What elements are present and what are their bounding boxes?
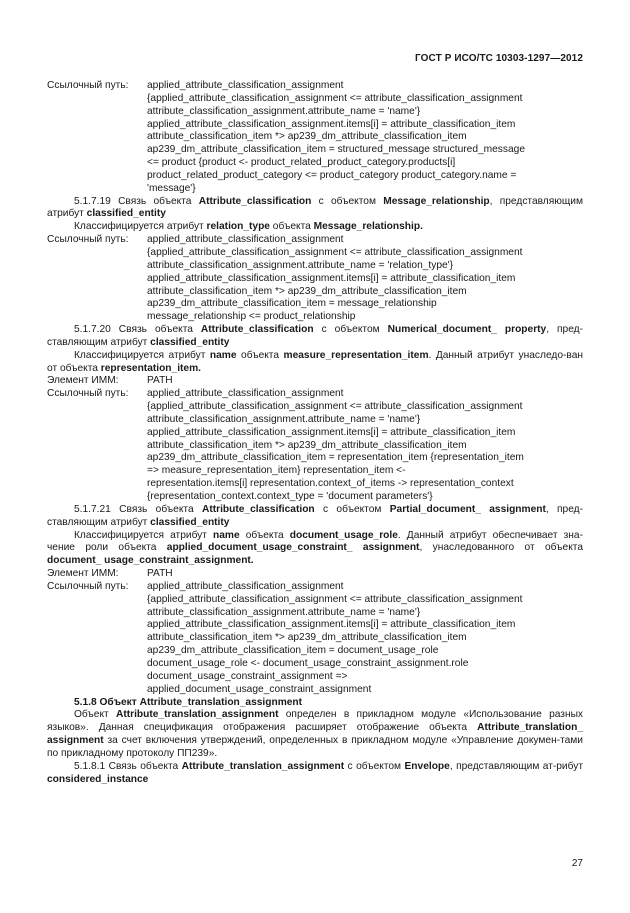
ref-line: document_usage_constraint_assignment =>	[147, 670, 348, 682]
section-5-1-7-19-title: 5.1.7.19 Связь объекта Attribute_classification с объектом Message_relationship, представляющим атрибут classified_entity	[47, 195, 583, 220]
ref-path-lines	[147, 388, 583, 504]
aim-element-label: Элемент ИММ:	[47, 568, 119, 580]
ref-line: => measure_representation_item} representation_item <-	[147, 465, 406, 477]
ref-path-block	[47, 234, 583, 324]
ref-line: attribute_classification_assignment.attribute_name = 'relation_type'}	[147, 259, 454, 271]
ref-line: {applied_attribute_classification_assignment <= attribute_classification_assignment	[147, 92, 523, 104]
ref-line: attribute_classification_assignment.attribute_name = 'name'}	[147, 105, 421, 117]
ref-path-block	[47, 581, 583, 697]
ref-line: representation.items[i] representation.context_of_items -> representation_context	[147, 478, 514, 490]
ref-line: applied_attribute_classification_assignment	[147, 580, 344, 592]
aim-element-row	[47, 568, 583, 581]
ref-line: applied_attribute_classification_assignment.items[i] = attribute_classification_item	[147, 118, 516, 130]
section-5-1-8-heading: 5.1.8 Объект Attribute_translation_assignment	[74, 696, 303, 708]
section-5-1-8-text: Объект Attribute_translation_assignment определен в прикладном модуле «Использование разных языков». Данная спецификация отображения расширяет отображение объекта Attribute_translation_ assignment за счет включения утверждений, определенных в прикладном модуле «Управление докумен-тами по прикладному протоколу ПП239».	[47, 709, 584, 759]
ref-path-lines	[147, 80, 583, 196]
ref-line: applied_document_usage_constraint_assignment	[147, 683, 372, 695]
section-5-1-7-21-title: 5.1.7.21 Связь объекта Attribute_classification с объектом Partial_document_ assignment, пред-ставляющим атрибут classified_entity	[47, 503, 583, 528]
ref-line: <= product {product <- product_related_product_category.products[i]	[147, 157, 456, 169]
ref-path-label: Ссылочный путь:	[47, 80, 129, 91]
ref-line: product_related_product_category <= product_category product_category.name =	[147, 169, 517, 181]
ref-line: applied_attribute_classification_assignment	[147, 388, 344, 400]
ref-line: {applied_attribute_classification_assignment <= attribute_classification_assignment	[147, 593, 523, 605]
ref-line: ap239_dm_attribute_classification_item = representation_item {representation_item	[147, 452, 524, 464]
ref-line: document_usage_role <- document_usage_constraint_assignment.role	[147, 657, 469, 669]
page-number: 27	[571, 858, 583, 869]
aim-element-label: Элемент ИММ:	[47, 375, 119, 387]
ref-line: applied_attribute_classification_assignment	[147, 80, 344, 91]
ref-line: {applied_attribute_classification_assignment <= attribute_classification_assignment	[147, 401, 523, 413]
ref-line: ap239_dm_attribute_classification_item = document_usage_role	[147, 645, 439, 657]
ref-line: {representation_context.context_type = 'document parameters'}	[147, 491, 433, 502]
ref-line: attribute_classification_item *> ap239_dm_attribute_classification_item	[147, 285, 467, 297]
aim-element-row	[47, 375, 583, 388]
section-5-1-7-19-classification: Классифицируется атрибут relation_type объекта Message_relationship.	[74, 221, 423, 233]
ref-line: applied_attribute_classification_assignment.items[i] = attribute_classification_item	[147, 272, 516, 284]
ref-line: attribute_classification_assignment.attribute_name = 'name'}	[147, 413, 421, 425]
ref-line: attribute_classification_item *> ap239_dm_attribute_classification_item	[147, 131, 467, 143]
ref-line: attribute_classification_assignment.attribute_name = 'name'}	[147, 606, 421, 618]
ref-line: attribute_classification_item *> ap239_dm_attribute_classification_item	[147, 439, 467, 451]
section-5-1-7-21-classification: Классифицируется атрибут name объекта document_usage_role. Данный атрибут обеспечивает зна-чение роли объекта applied_document_usage_constraint_ assignment, унаследованного от объекта document_ usage_constraint_assignment.	[47, 529, 583, 567]
ref-line: ap239_dm_attribute_classification_item = structured_message structured_message	[147, 144, 525, 156]
ref-path-label: Ссылочный путь:	[47, 234, 129, 246]
ref-line: applied_attribute_classification_assignment	[147, 234, 344, 246]
section-5-1-7-20-classification: Классифицируется атрибут name объекта measure_representation_item. Данный атрибут унаследо-ван от объекта representation_item.	[47, 349, 583, 374]
ref-path-block	[47, 388, 583, 504]
ref-line: applied_attribute_classification_assignment.items[i] = attribute_classification_item	[147, 426, 516, 438]
ref-line: ap239_dm_attribute_classification_item = message_relationship	[147, 298, 437, 310]
ref-path-lines	[147, 234, 583, 324]
ref-line: {applied_attribute_classification_assignment <= attribute_classification_assignment	[147, 246, 523, 258]
section-5-1-7-20-title: 5.1.7.20 Связь объекта Attribute_classification с объектом Numerical_document_ property, пред-ставляющим атрибут classified_entity	[47, 324, 583, 348]
aim-element-value: PATH	[147, 568, 173, 580]
ref-line: 'message'}	[147, 182, 196, 194]
ref-path-label: Ссылочный путь:	[47, 388, 129, 400]
ref-path-lines	[147, 581, 583, 697]
document-header: ГОСТ Р ИСО/ТС 10303-1297—2012	[415, 53, 583, 64]
ref-line: applied_attribute_classification_assignment.items[i] = attribute_classification_item	[147, 619, 516, 631]
aim-element-value: PATH	[147, 375, 173, 387]
ref-line: message_relationship <= product_relationship	[147, 311, 356, 323]
ref-path-block	[47, 80, 583, 196]
section-5-1-8-1-title: 5.1.8.1 Связь объекта Attribute_translation_assignment с объектом Envelope, представляющим ат-рибут considered_instance	[47, 760, 583, 785]
page-body	[47, 80, 583, 786]
ref-line: attribute_classification_item *> ap239_dm_attribute_classification_item	[147, 632, 467, 644]
ref-path-label: Ссылочный путь:	[47, 580, 129, 592]
